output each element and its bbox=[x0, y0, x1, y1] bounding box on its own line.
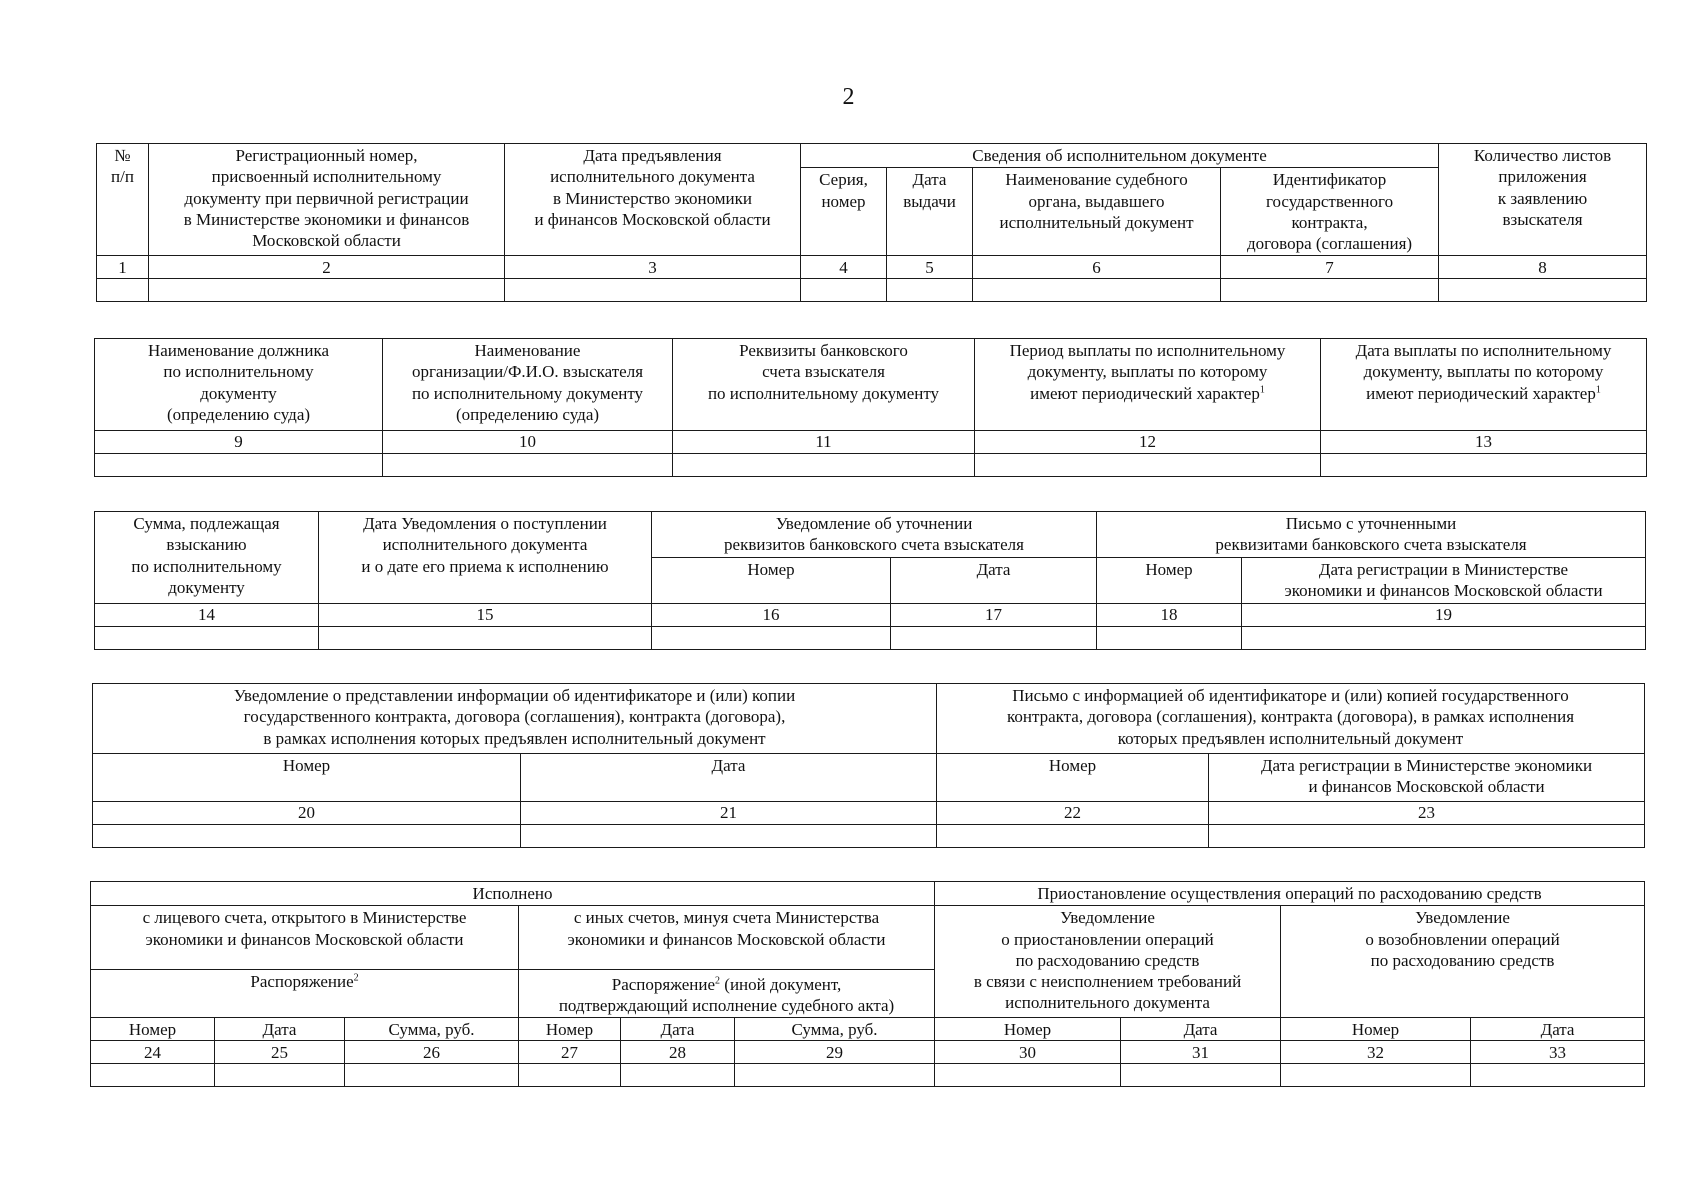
empty-cell[interactable] bbox=[673, 454, 975, 477]
column-number: 2 bbox=[149, 256, 505, 279]
header-bank-update-letter-group: Письмо с уточненными реквизитами банковского счета взыскателя bbox=[1097, 512, 1646, 558]
header-payment-period bbox=[975, 339, 1321, 431]
column-number: 26 bbox=[345, 1041, 519, 1064]
empty-cell[interactable] bbox=[505, 279, 801, 302]
header-payee-name: Наименование организации/Ф.И.О. взыскателя по исполнительному документу (определению суда) bbox=[383, 339, 673, 431]
header-issue-date: Дата выдачи bbox=[887, 168, 973, 256]
header-bank-details: Реквизиты банковского счета взыскателя по исполнительному документу bbox=[673, 339, 975, 431]
empty-cell[interactable] bbox=[1209, 825, 1645, 848]
empty-row bbox=[97, 279, 1647, 302]
column-number: 20 bbox=[93, 802, 521, 825]
subheader-row bbox=[91, 1018, 1645, 1041]
column-numbers-row bbox=[95, 431, 1647, 454]
header-document-info-group: Сведения об исполнительном документе bbox=[801, 144, 1439, 168]
column-number: 16 bbox=[652, 604, 891, 627]
header-number: Номер bbox=[937, 754, 1209, 802]
empty-cell[interactable] bbox=[1121, 1064, 1281, 1087]
column-number: 18 bbox=[1097, 604, 1242, 627]
header-payment-date bbox=[1321, 339, 1647, 431]
header-contract-info-notice-group: Уведомление о представлении информации об идентификаторе и (или) копии государственного контракта, договора (соглашения), контракта (договора), в рамках исполнения которых предъявлен исполнительный документ bbox=[93, 684, 937, 754]
header-date: Дата bbox=[1121, 1018, 1281, 1041]
header-number: Номер bbox=[93, 754, 521, 802]
header-number: Номер bbox=[652, 558, 891, 604]
footnote-marker: 2 bbox=[353, 972, 359, 984]
empty-cell[interactable] bbox=[1097, 627, 1242, 650]
header-payment-period-text: Период выплаты по исполнительному документу, выплаты по которому имеют периодический характер bbox=[1009, 341, 1286, 403]
page-number: 2 bbox=[842, 84, 855, 110]
column-number: 5 bbox=[887, 256, 973, 279]
empty-cell[interactable] bbox=[1439, 279, 1647, 302]
header-sum: Сумма, руб. bbox=[345, 1018, 519, 1041]
empty-cell[interactable] bbox=[95, 454, 383, 477]
empty-cell[interactable] bbox=[383, 454, 673, 477]
column-number: 12 bbox=[975, 431, 1321, 454]
header-sum: Сумма, руб. bbox=[735, 1018, 935, 1041]
column-number: 29 bbox=[735, 1041, 935, 1064]
header-date: Дата bbox=[1471, 1018, 1645, 1041]
column-number: 15 bbox=[319, 604, 652, 627]
header-order-other-text: Распоряжение bbox=[611, 974, 716, 994]
header-attachment-sheets: Количество листов приложения к заявлению взыскателя bbox=[1439, 144, 1647, 256]
column-number: 6 bbox=[973, 256, 1221, 279]
header-number: Номер bbox=[519, 1018, 621, 1041]
header-executed-group: Исполнено bbox=[91, 882, 935, 906]
empty-row bbox=[95, 454, 1647, 477]
empty-row bbox=[91, 1064, 1645, 1087]
empty-cell[interactable] bbox=[1242, 627, 1646, 650]
empty-cell[interactable] bbox=[1321, 454, 1647, 477]
empty-cell[interactable] bbox=[935, 1064, 1121, 1087]
empty-cell[interactable] bbox=[93, 825, 521, 848]
table-execution-document-info bbox=[96, 143, 1647, 302]
header-number: Номер bbox=[1281, 1018, 1471, 1041]
empty-cell[interactable] bbox=[97, 279, 149, 302]
empty-cell[interactable] bbox=[735, 1064, 935, 1087]
footnote-marker: 2 bbox=[715, 975, 721, 987]
header-order-other-desc: (иной документ, подтверждающий исполнение судебного акта) bbox=[558, 974, 895, 1015]
empty-cell[interactable] bbox=[215, 1064, 345, 1087]
column-numbers-row bbox=[95, 604, 1646, 627]
column-number: 10 bbox=[383, 431, 673, 454]
column-number: 23 bbox=[1209, 802, 1645, 825]
header-notification-date: Дата Уведомления о поступлении исполнительного документа и о дате его приема к исполнению bbox=[319, 512, 652, 604]
table-debtor-payee-info bbox=[94, 338, 1647, 477]
header-court-name: Наименование судебного органа, выдавшего исполнительный документ bbox=[973, 168, 1221, 256]
header-date: Дата bbox=[215, 1018, 345, 1041]
header-suspension-notice: Уведомление о приостановлении операций по расходованию средств в связи с неисполнением требований исполнительного документа bbox=[935, 906, 1281, 1018]
empty-cell[interactable] bbox=[1471, 1064, 1645, 1087]
header-from-other-accounts: с иных счетов, минуя счета Министерства экономики и финансов Московской области bbox=[519, 906, 935, 970]
empty-cell[interactable] bbox=[887, 279, 973, 302]
column-number: 4 bbox=[801, 256, 887, 279]
empty-cell[interactable] bbox=[1281, 1064, 1471, 1087]
column-number: 13 bbox=[1321, 431, 1647, 454]
header-number: Номер bbox=[1097, 558, 1242, 604]
empty-cell[interactable] bbox=[937, 825, 1209, 848]
footnote-marker: 1 bbox=[1259, 383, 1265, 395]
column-number: 27 bbox=[519, 1041, 621, 1064]
header-bank-update-notice-group: Уведомление об уточнении реквизитов банковского счета взыскателя bbox=[652, 512, 1097, 558]
footnote-marker: 1 bbox=[1595, 383, 1601, 395]
empty-cell[interactable] bbox=[652, 627, 891, 650]
empty-cell[interactable] bbox=[519, 1064, 621, 1087]
header-order-text: Распоряжение bbox=[250, 972, 354, 992]
header-order bbox=[91, 970, 519, 1018]
empty-cell[interactable] bbox=[149, 279, 505, 302]
column-number: 24 bbox=[91, 1041, 215, 1064]
column-number: 31 bbox=[1121, 1041, 1281, 1064]
header-contract-identifier: Идентификатор государственного контракта, договора (соглашения) bbox=[1221, 168, 1439, 256]
column-number: 17 bbox=[891, 604, 1097, 627]
header-payment-date-text: Дата выплаты по исполнительному документу, выплаты по которому имеют периодический характер bbox=[1355, 341, 1612, 403]
column-number: 25 bbox=[215, 1041, 345, 1064]
header-resumption-notice: Уведомление о возобновлении операций по расходованию средств bbox=[1281, 906, 1645, 1018]
column-number: 32 bbox=[1281, 1041, 1471, 1064]
header-amount: Сумма, подлежащая взысканию по исполнительному документу bbox=[95, 512, 319, 604]
header-date: Дата bbox=[521, 754, 937, 802]
header-date: Дата bbox=[891, 558, 1097, 604]
column-numbers-row bbox=[93, 802, 1645, 825]
header-number: Номер bbox=[935, 1018, 1121, 1041]
column-number: 33 bbox=[1471, 1041, 1645, 1064]
column-numbers-row bbox=[97, 256, 1647, 279]
column-number: 8 bbox=[1439, 256, 1647, 279]
empty-cell[interactable] bbox=[975, 454, 1321, 477]
empty-row bbox=[93, 825, 1645, 848]
empty-cell[interactable] bbox=[345, 1064, 519, 1087]
empty-cell[interactable] bbox=[1221, 279, 1439, 302]
header-from-personal-account: с лицевого счета, открытого в Министерстве экономики и финансов Московской области bbox=[91, 906, 519, 970]
column-number: 28 bbox=[621, 1041, 735, 1064]
table-execution-suspension bbox=[90, 881, 1645, 1087]
header-registration-date: Дата регистрации в Министерстве экономики и финансов Московской области bbox=[1209, 754, 1645, 802]
empty-cell[interactable] bbox=[891, 627, 1097, 650]
empty-row bbox=[95, 627, 1646, 650]
empty-cell[interactable] bbox=[801, 279, 887, 302]
column-number: 7 bbox=[1221, 256, 1439, 279]
header-contract-info-letter-group: Письмо с информацией об идентификаторе и (или) копией государственного контракта, договора (соглашения), контракта (договора), в рамках исполнения которых предъявлен исполнительный документ bbox=[937, 684, 1645, 754]
column-number: 22 bbox=[937, 802, 1209, 825]
empty-cell[interactable] bbox=[973, 279, 1221, 302]
empty-cell[interactable] bbox=[95, 627, 319, 650]
column-number: 14 bbox=[95, 604, 319, 627]
table-amount-notifications bbox=[94, 511, 1646, 650]
column-number: 11 bbox=[673, 431, 975, 454]
header-debtor-name: Наименование должника по исполнительному документу (определению суда) bbox=[95, 339, 383, 431]
column-numbers-row bbox=[91, 1041, 1645, 1064]
column-number: 3 bbox=[505, 256, 801, 279]
column-number: 30 bbox=[935, 1041, 1121, 1064]
column-number: 1 bbox=[97, 256, 149, 279]
header-order-other bbox=[519, 970, 935, 1018]
header-row-number: № п/п bbox=[97, 144, 149, 256]
empty-cell[interactable] bbox=[621, 1064, 735, 1087]
header-series-number: Серия, номер bbox=[801, 168, 887, 256]
header-suspension-group: Приостановление осуществления операций по расходованию средств bbox=[935, 882, 1645, 906]
empty-cell[interactable] bbox=[91, 1064, 215, 1087]
header-registration-date: Дата регистрации в Министерстве экономики и финансов Московской области bbox=[1242, 558, 1646, 604]
column-number: 21 bbox=[521, 802, 937, 825]
header-submission-date: Дата предъявления исполнительного документа в Министерство экономики и финансов Московской области bbox=[505, 144, 801, 256]
column-number: 9 bbox=[95, 431, 383, 454]
table-contract-info bbox=[92, 683, 1645, 848]
empty-cell[interactable] bbox=[521, 825, 937, 848]
header-registration-number: Регистрационный номер, присвоенный исполнительному документу при первичной регистрации в Министерстве экономики и финансов Московской области bbox=[149, 144, 505, 256]
empty-cell[interactable] bbox=[319, 627, 652, 650]
header-number: Номер bbox=[91, 1018, 215, 1041]
header-date: Дата bbox=[621, 1018, 735, 1041]
column-number: 19 bbox=[1242, 604, 1646, 627]
